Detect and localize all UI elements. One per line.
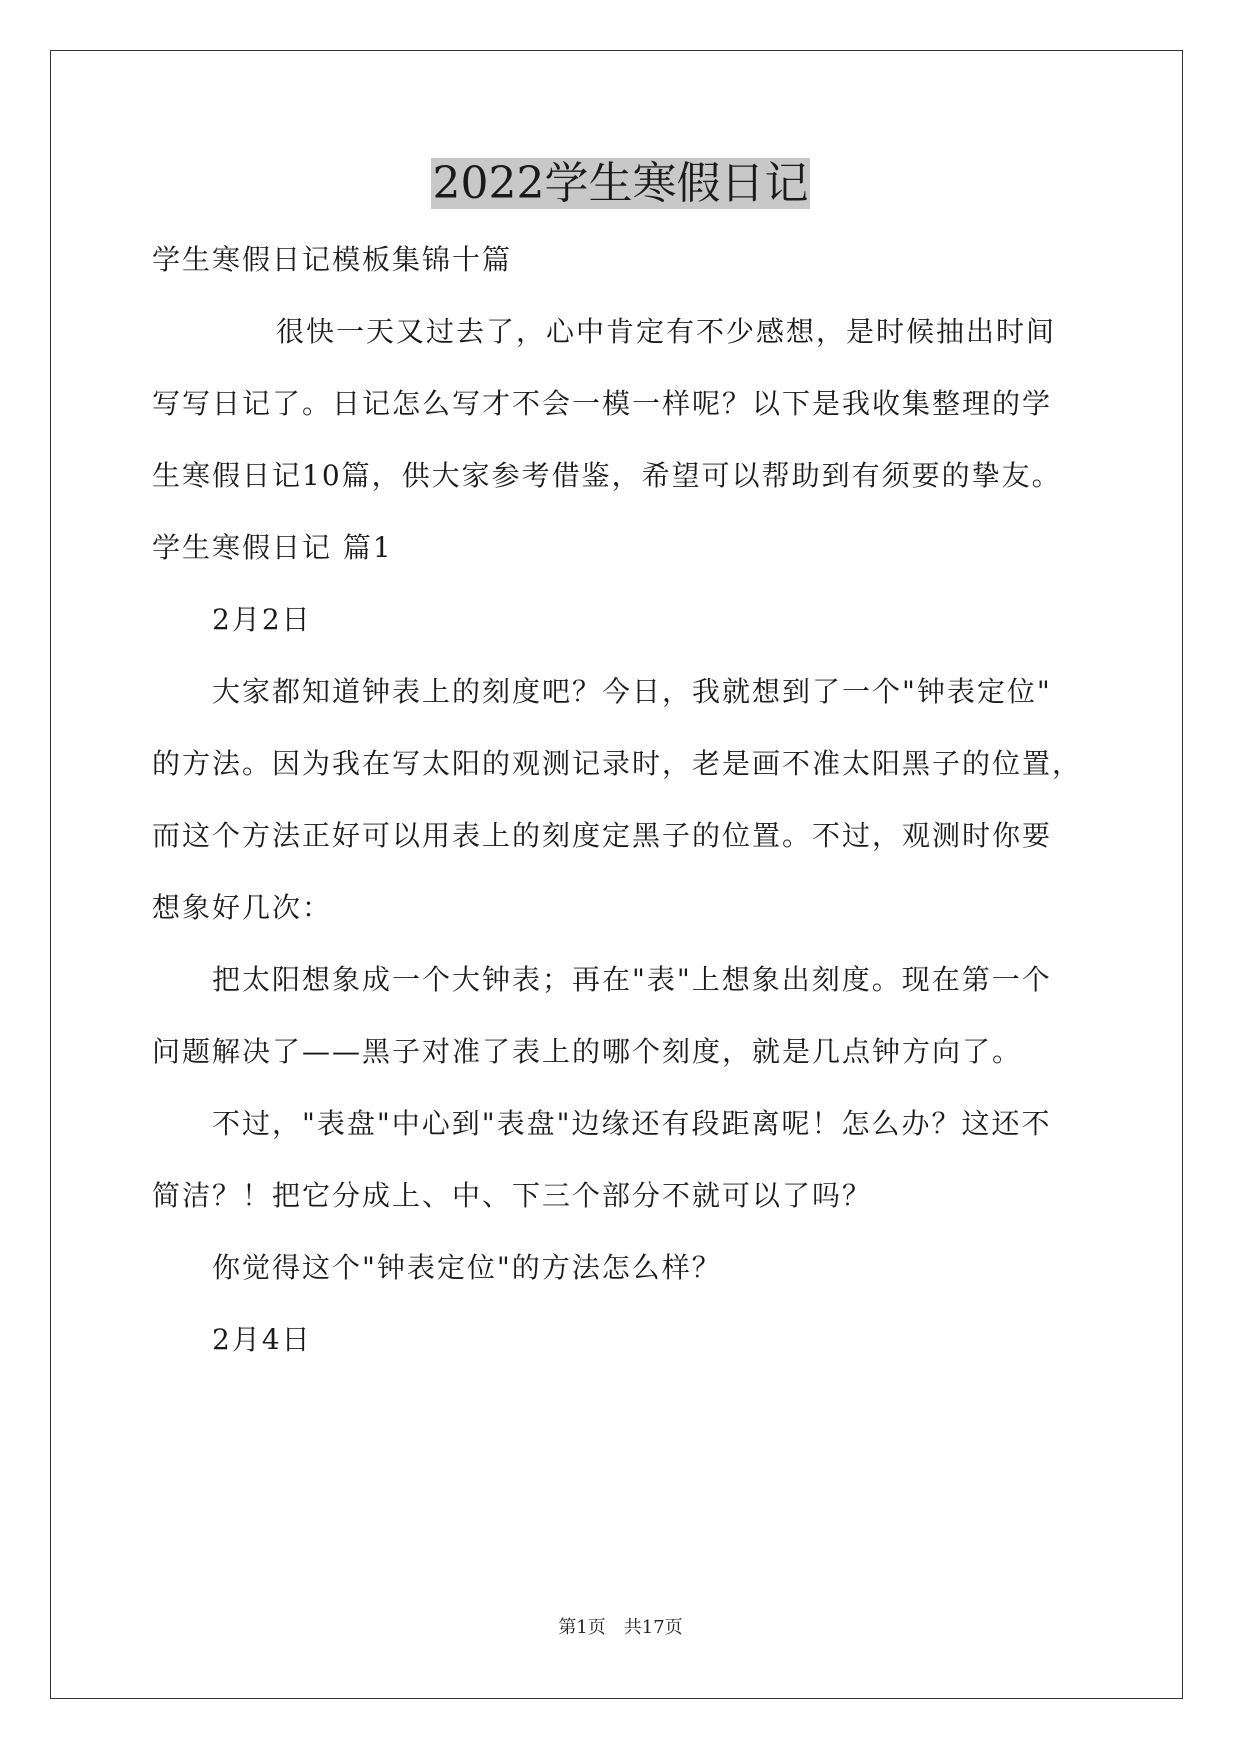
title-text: 2022学生寒假日记	[432, 158, 809, 209]
date-heading: 2月4日	[212, 1323, 312, 1356]
paragraph-line: 你觉得这个"钟表定位"的方法怎么样？	[212, 1251, 722, 1284]
paragraph-line: 很快一天又过去了，心中肯定有不少感想，是时候抽出时间	[276, 315, 1057, 348]
page-number: 第1页 共17页	[558, 1617, 683, 1638]
paragraph-line: 不过，"表盘"中心到"表盘"边缘还有段距离呢！怎么办？这还不	[212, 1107, 1052, 1140]
section-heading: 学生寒假日记 篇1	[152, 531, 393, 564]
paragraph-line: 而这个方法正好可以用表上的刻度定黑子的位置。不过，观测时你要	[152, 819, 1053, 852]
document-title	[0, 152, 1241, 216]
paragraph-line: 想象好几次：	[152, 891, 333, 924]
subtitle: 学生寒假日记模板集锦十篇	[152, 243, 513, 276]
paragraph-line: 生寒假日记10篇，供大家参考借鉴，希望可以帮助到有须要的挚友。	[152, 459, 1062, 492]
paragraph-line: 问题解决了——黑子对准了表上的哪个刻度，就是几点钟方向了。	[152, 1035, 1023, 1068]
page-border	[50, 50, 1183, 1699]
paragraph-line: 大家都知道钟表上的刻度吧？今日，我就想到了一个"钟表定位"	[212, 675, 1052, 708]
paragraph-line: 写写日记了。日记怎么写才不会一模一样呢？以下是我收集整理的学	[152, 387, 1053, 420]
date-heading: 2月2日	[212, 603, 312, 636]
paragraph-line: 简洁？！把它分成上、中、下三个部分不就可以了吗？	[152, 1179, 873, 1212]
paragraph-line: 把太阳想象成一个大钟表；再在"表"上想象出刻度。现在第一个	[212, 963, 1052, 996]
paragraph-line: 的方法。因为我在写太阳的观测记录时，老是画不准太阳黑子的位置，	[152, 747, 1083, 780]
